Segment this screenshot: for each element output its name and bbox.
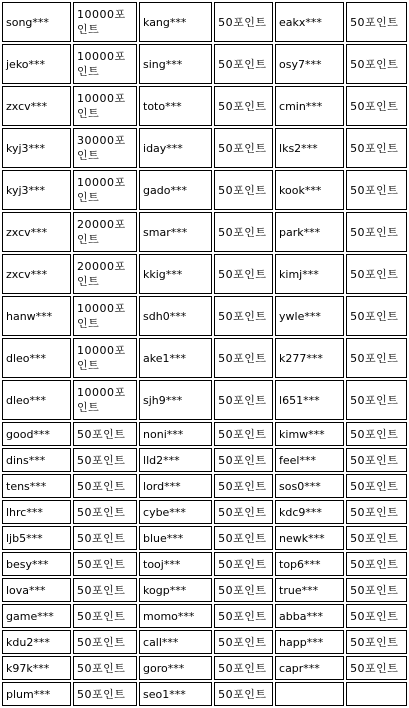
user-id-cell: cmin*** [275,86,344,126]
table-row [2,630,407,654]
user-id-cell: call*** [139,630,212,654]
user-id-cell: gado*** [139,170,212,210]
user-id-cell: zxcv*** [2,212,71,252]
points-cell: 50포인트 [214,380,273,420]
points-cell: 50포인트 [346,448,407,472]
table-row [2,212,407,252]
points-cell: 50포인트 [214,422,273,446]
points-cell: 50포인트 [214,552,273,576]
points-cell: 30000포인트 [73,128,137,168]
points-cell: 50포인트 [346,170,407,210]
points-cell: 50포인트 [73,500,137,524]
points-cell: 50포인트 [214,128,273,168]
user-id-cell: good*** [2,422,71,446]
points-cell: 50포인트 [73,682,137,706]
table-row [2,474,407,498]
user-id-cell: kook*** [275,170,344,210]
points-cell: 10000포인트 [73,380,137,420]
user-id-cell: kimj*** [275,254,344,294]
user-id-cell: dins*** [2,448,71,472]
user-id-cell: momo*** [139,604,212,628]
table-row [2,448,407,472]
user-id-cell: k277*** [275,338,344,378]
points-cell: 50포인트 [214,338,273,378]
points-cell: 50포인트 [214,630,273,654]
user-id-cell: blue*** [139,526,212,550]
user-id-cell: noni*** [139,422,212,446]
user-id-cell: sing*** [139,44,212,84]
user-id-cell: lhrc*** [2,500,71,524]
points-cell: 50포인트 [214,44,273,84]
points-cell: 50포인트 [73,526,137,550]
points-cell: 50포인트 [73,656,137,680]
points-cell: 50포인트 [346,212,407,252]
table-row [2,2,407,42]
points-cell: 50포인트 [214,682,273,706]
table-body [2,2,407,706]
user-id-cell: kdc9*** [275,500,344,524]
points-cell: 50포인트 [73,448,137,472]
user-id-cell: kyj3*** [2,128,71,168]
user-id-cell: tooj*** [139,552,212,576]
user-id-cell: kyj3*** [2,170,71,210]
points-cell: 50포인트 [214,578,273,602]
user-id-cell: zxcv*** [2,254,71,294]
user-id-cell: cybe*** [139,500,212,524]
table-row [2,170,407,210]
user-id-cell: feel*** [275,448,344,472]
user-id-cell: happ*** [275,630,344,654]
points-cell: 10000포인트 [73,44,137,84]
points-cell: 50포인트 [214,86,273,126]
points-cell: 50포인트 [214,474,273,498]
table-row [2,656,407,680]
table-row [2,578,407,602]
user-id-cell: lord*** [139,474,212,498]
table-row [2,338,407,378]
points-cell: 50포인트 [73,474,137,498]
points-cell: 50포인트 [346,604,407,628]
user-id-cell [275,682,344,706]
user-id-cell: smar*** [139,212,212,252]
points-cell: 50포인트 [346,86,407,126]
table-row [2,552,407,576]
table-row [2,526,407,550]
points-cell: 50포인트 [346,500,407,524]
user-id-cell: lks2*** [275,128,344,168]
points-cell: 50포인트 [346,296,407,336]
user-id-cell: capr*** [275,656,344,680]
user-id-cell: dleo*** [2,380,71,420]
user-id-cell: kimw*** [275,422,344,446]
user-id-cell: true*** [275,578,344,602]
points-cell: 20000포인트 [73,212,137,252]
user-id-cell: game*** [2,604,71,628]
user-id-cell: l651*** [275,380,344,420]
user-id-cell: newk*** [275,526,344,550]
points-cell: 10000포인트 [73,2,137,42]
user-id-cell: sos0*** [275,474,344,498]
points-cell: 50포인트 [73,630,137,654]
user-id-cell: eakx*** [275,2,344,42]
user-id-cell: toto*** [139,86,212,126]
user-id-cell: ljb5*** [2,526,71,550]
user-id-cell: hanw*** [2,296,71,336]
points-cell: 50포인트 [214,656,273,680]
table-row [2,296,407,336]
user-id-cell: k97k*** [2,656,71,680]
points-cell: 20000포인트 [73,254,137,294]
points-cell: 50포인트 [346,422,407,446]
user-id-cell: zxcv*** [2,86,71,126]
points-cell: 50포인트 [346,2,407,42]
points-cell: 50포인트 [73,422,137,446]
points-cell: 50포인트 [214,296,273,336]
user-id-cell: sdh0*** [139,296,212,336]
points-cell: 50포인트 [214,500,273,524]
points-cell: 50포인트 [214,254,273,294]
points-cell [346,682,407,706]
user-id-cell: sjh9*** [139,380,212,420]
user-id-cell: goro*** [139,656,212,680]
user-id-cell: plum*** [2,682,71,706]
user-id-cell: besy*** [2,552,71,576]
table-row [2,254,407,294]
points-cell: 50포인트 [346,656,407,680]
table-row [2,682,407,706]
table-row [2,44,407,84]
user-id-cell: dleo*** [2,338,71,378]
user-id-cell: tens*** [2,474,71,498]
points-cell: 50포인트 [346,474,407,498]
points-cell: 50포인트 [346,552,407,576]
user-id-cell: park*** [275,212,344,252]
points-cell: 50포인트 [73,552,137,576]
user-id-cell: lld2*** [139,448,212,472]
points-cell: 10000포인트 [73,338,137,378]
points-cell: 10000포인트 [73,86,137,126]
points-cell: 50포인트 [214,2,273,42]
table-row [2,128,407,168]
points-cell: 50포인트 [214,604,273,628]
user-id-cell: song*** [2,2,71,42]
table-row [2,422,407,446]
user-id-cell: lova*** [2,578,71,602]
points-cell: 50포인트 [214,526,273,550]
points-cell: 50포인트 [346,44,407,84]
user-id-cell: abba*** [275,604,344,628]
points-cell: 50포인트 [214,448,273,472]
user-id-cell: kkig*** [139,254,212,294]
user-id-cell: kdu2*** [2,630,71,654]
user-id-cell: ake1*** [139,338,212,378]
points-cell: 50포인트 [214,212,273,252]
user-id-cell: seo1*** [139,682,212,706]
points-cell: 50포인트 [346,526,407,550]
user-id-cell: jeko*** [2,44,71,84]
points-cell: 10000포인트 [73,296,137,336]
user-id-cell: ywle*** [275,296,344,336]
table-row [2,604,407,628]
points-cell: 50포인트 [346,578,407,602]
points-cell: 10000포인트 [73,170,137,210]
points-cell: 50포인트 [73,604,137,628]
user-id-cell: osy7*** [275,44,344,84]
table-row [2,500,407,524]
user-id-cell: iday*** [139,128,212,168]
points-cell: 50포인트 [346,338,407,378]
table-row [2,380,407,420]
user-id-cell: kogp*** [139,578,212,602]
user-id-cell: top6*** [275,552,344,576]
points-cell: 50포인트 [346,128,407,168]
user-id-cell: kang*** [139,2,212,42]
points-cell: 50포인트 [214,170,273,210]
points-cell: 50포인트 [346,254,407,294]
points-cell: 50포인트 [346,630,407,654]
points-cell: 50포인트 [73,578,137,602]
table-row [2,86,407,126]
points-cell: 50포인트 [346,380,407,420]
